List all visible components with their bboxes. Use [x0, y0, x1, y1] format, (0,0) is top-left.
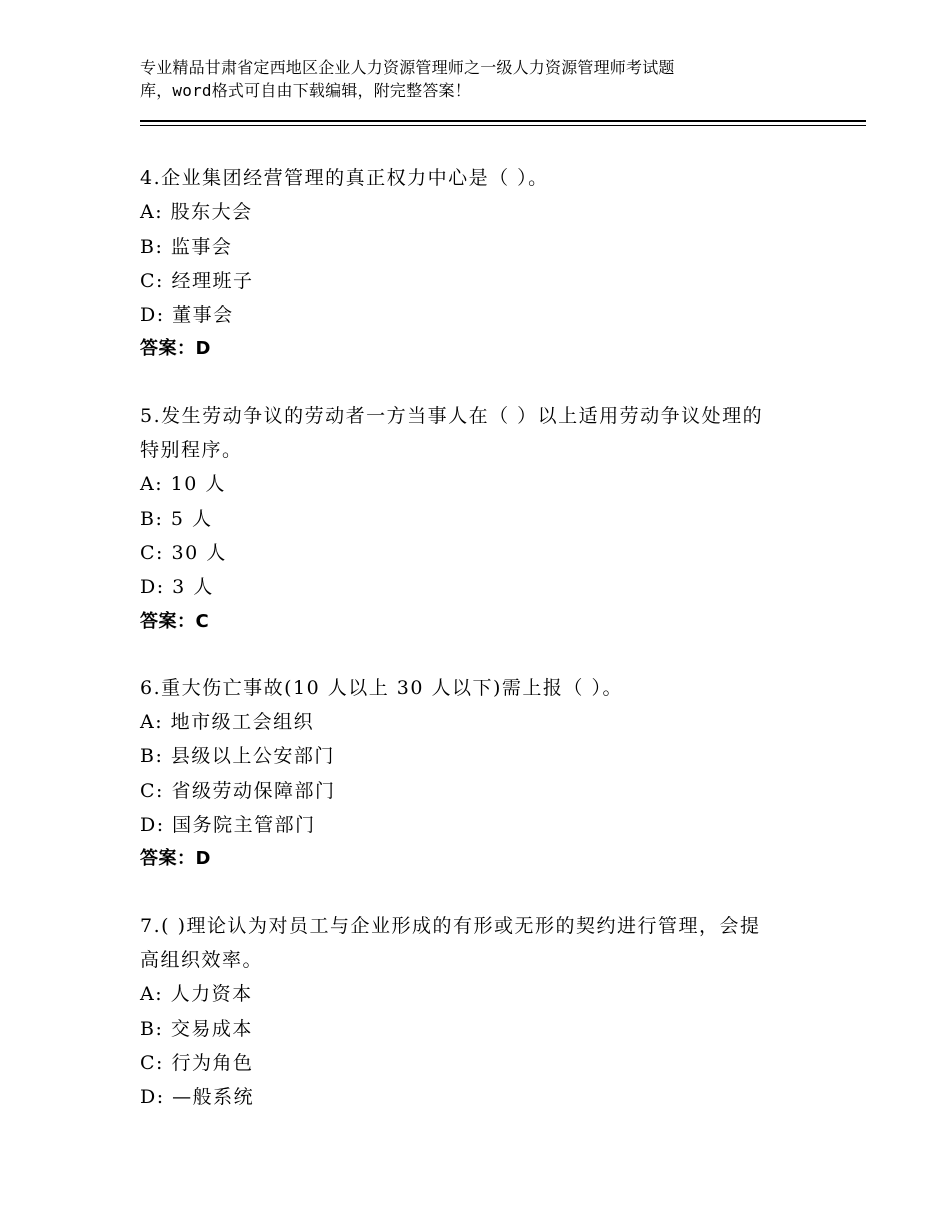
option-a: A: 人力资本	[140, 983, 253, 1006]
option-a: A: 地市级工会组织	[140, 711, 315, 734]
question-text: 4.企业集团经营管理的真正权力中心是（ ）。	[140, 167, 549, 189]
option-c: C: 行为角色	[140, 1051, 254, 1074]
answer: 答案：C	[140, 610, 210, 632]
question-6	[140, 671, 820, 877]
question-list	[140, 161, 820, 1146]
document-header	[140, 56, 780, 102]
question-7	[140, 909, 820, 1115]
option-d: D: 国务院主管部门	[140, 814, 316, 837]
header-line-2: 库，word格式可自由下载编辑，附完整答案！	[140, 81, 471, 100]
header-rule-thick	[140, 120, 866, 122]
question-text: 6.重大伤亡事故(10 人以上 30 人以下)需上报（ ）。	[140, 676, 623, 699]
question-text: 5.发生劳动争议的劳动者一方当事人在（ ）以上适用劳动争议处理的	[140, 404, 764, 427]
question-4	[140, 161, 820, 367]
option-d: D: 3 人	[140, 576, 214, 599]
option-b: B: 交易成本	[140, 1017, 253, 1040]
question-text-continued: 高组织效率。	[140, 948, 264, 971]
option-b: B: 县级以上公安部门	[140, 745, 335, 768]
header-rule-thin	[140, 125, 866, 126]
header-line-1: 专业精品甘肃省定西地区企业人力资源管理师之一级人力资源管理师考试题	[140, 58, 675, 77]
option-d: D: —般系统	[140, 1086, 255, 1109]
option-c: C: 省级劳动保障部门	[140, 779, 336, 802]
question-text: 7.( )理论认为对员工与企业形成的有形或无形的契约进行管理，会提	[140, 914, 761, 937]
option-b: B: 监事会	[140, 235, 233, 258]
answer: 答案：D	[140, 338, 211, 360]
option-b: B: 5 人	[140, 507, 213, 530]
option-c: C: 30 人	[140, 541, 227, 564]
question-5	[140, 399, 820, 639]
option-a: A: 股东大会	[140, 201, 253, 224]
answer: 答案：D	[140, 848, 211, 870]
option-a: A: 10 人	[140, 473, 226, 496]
option-d: D: 董事会	[140, 304, 234, 327]
question-text-continued: 特别程序。	[140, 439, 243, 462]
option-c: C: 经理班子	[140, 269, 254, 292]
